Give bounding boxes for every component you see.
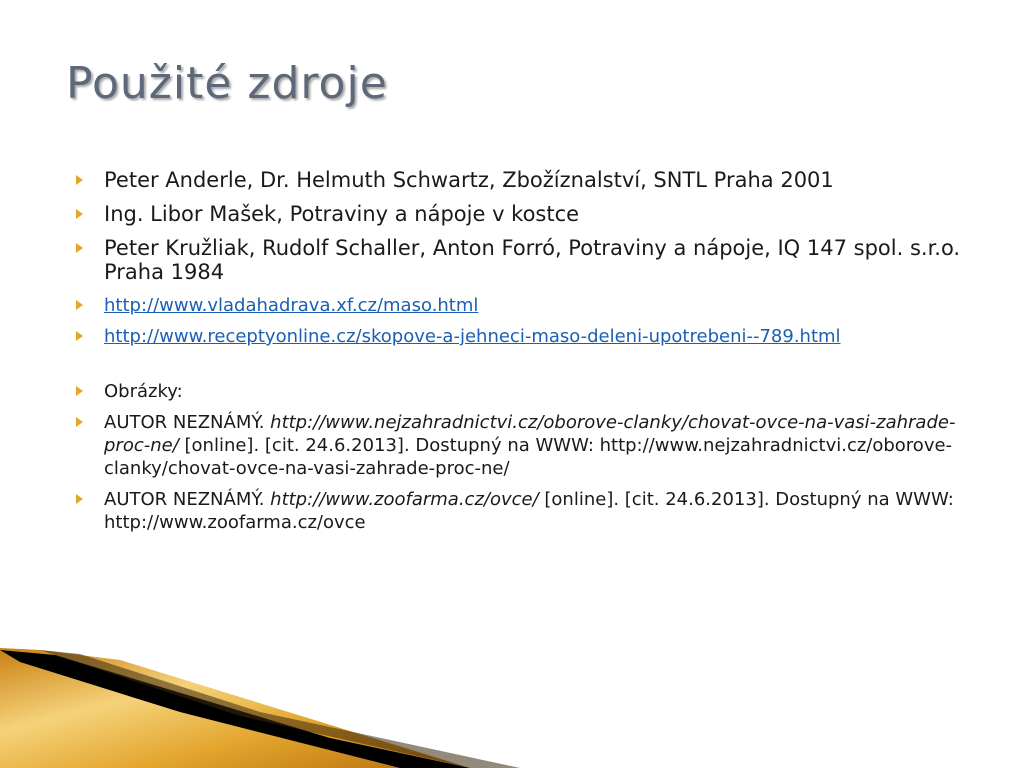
image-citation: [online]. [cit. 24.6.2013]. Dostupný na WWW: http://www.nejzahradnictvi.cz/oborove-clanky/chovat-ovce-na-vasi-zahrade-proc-ne/	[104, 435, 953, 479]
images-heading: Obrázky:	[104, 381, 183, 402]
image-title: http://www.nejzahradnictvi.cz/oborove-clanky/chovat-ovce-na-vasi-zahrade-proc-ne/	[104, 412, 956, 456]
source-text: Ing. Libor Mašek, Potraviny a nápoje v kostce	[104, 202, 580, 226]
image-title: http://www.zoofarma.cz/ovce/	[270, 489, 539, 510]
source-text: Peter Anderle, Dr. Helmuth Schwartz, Zbožíznalství, SNTL Praha 2001	[104, 168, 834, 192]
source-link[interactable]: http://www.vladahadrava.xf.cz/maso.html	[104, 295, 479, 316]
image-author: AUTOR NEZNÁMÝ.	[104, 412, 271, 433]
source-link[interactable]: http://www.receptyonline.cz/skopove-a-jehneci-maso-deleni-upotrebeni--789.html	[104, 326, 841, 347]
slide-title: Použité zdroje	[66, 58, 388, 109]
image-author: AUTOR NEZNÁMÝ.	[104, 489, 271, 510]
image-citation: [online]. [cit. 24.6.2013]. Dostupný na WWW: http://www.zoofarma.cz/ovce	[104, 489, 954, 533]
source-text: Peter Kružliak, Rudolf Schaller, Anton Forró, Potraviny a nápoje, IQ 147 spol. s.r.o. Praha 1984	[104, 236, 961, 284]
